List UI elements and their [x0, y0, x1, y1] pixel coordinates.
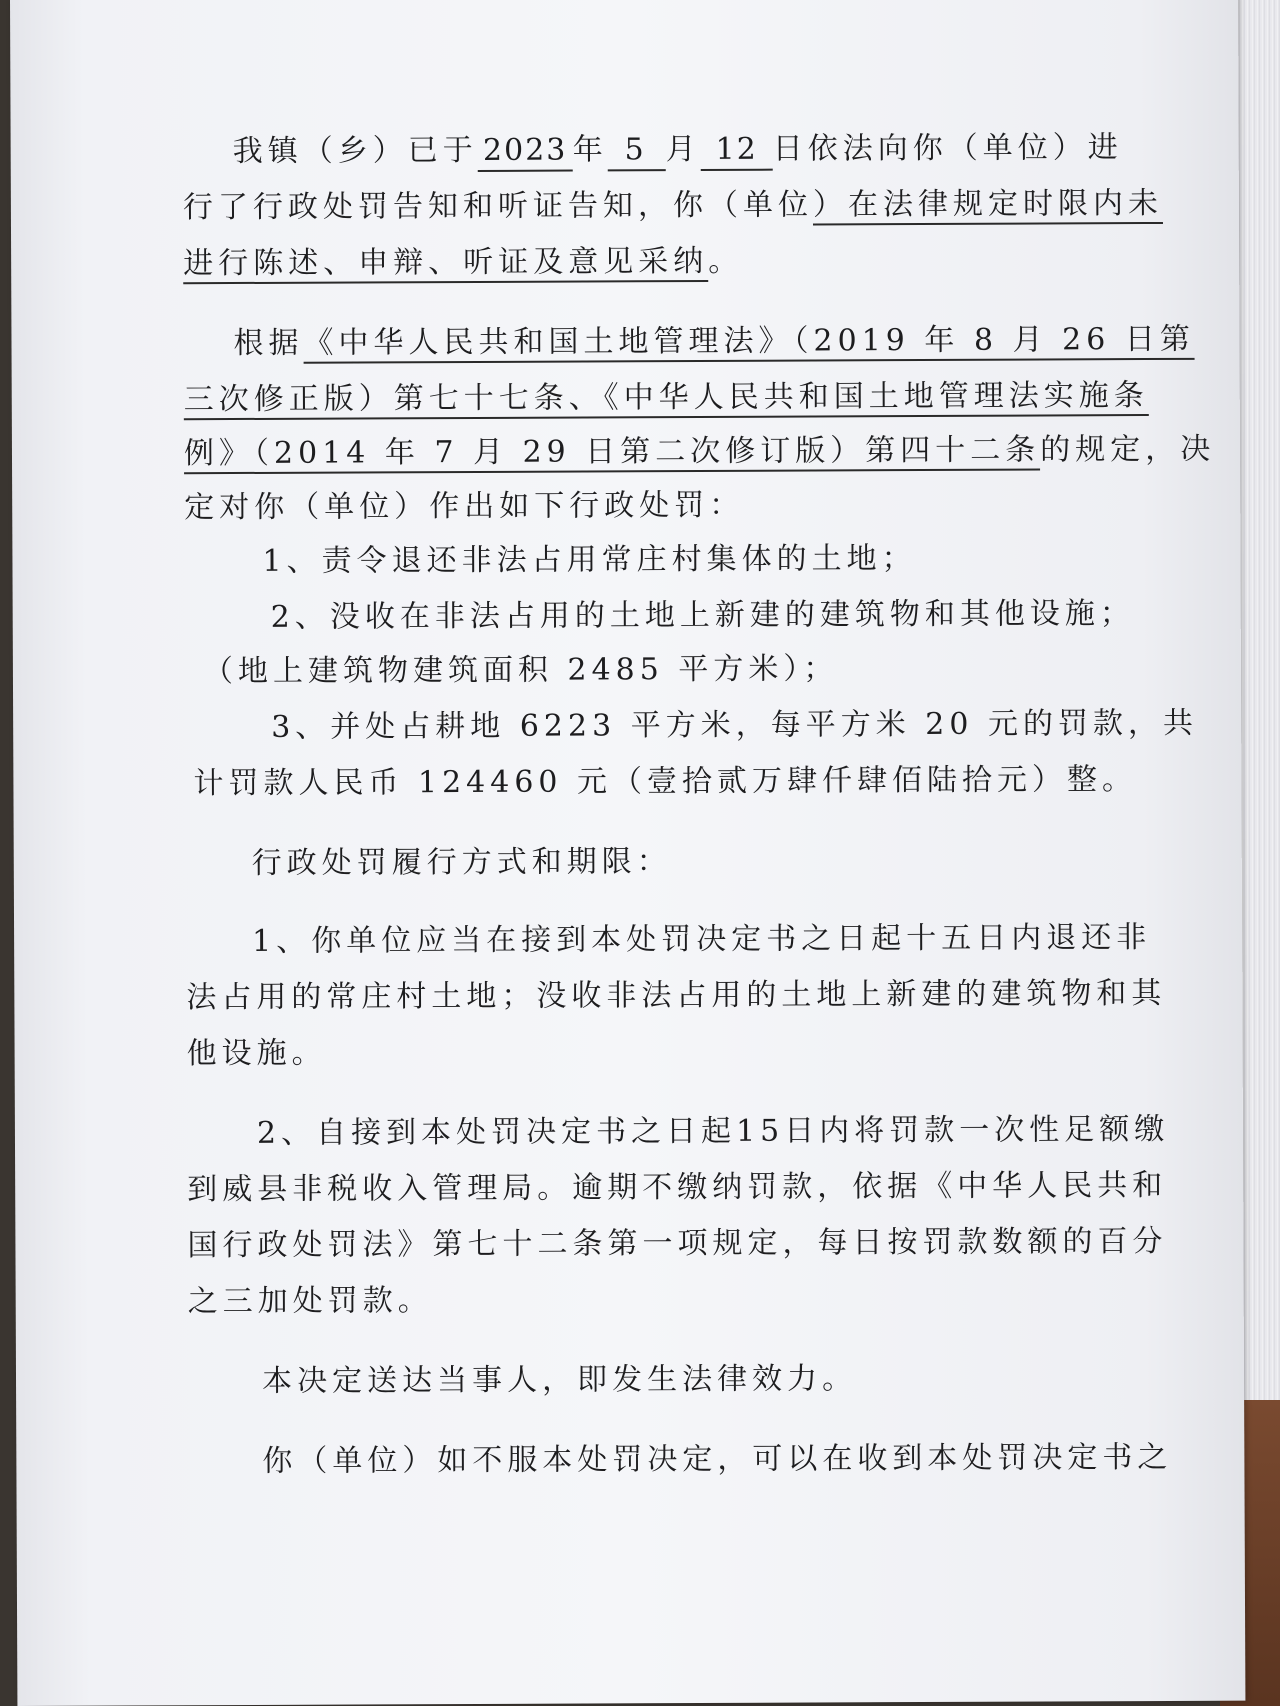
p1-underlined: ）在法律规定时限内未 — [813, 186, 1163, 226]
method-2-line-4 — [188, 1282, 433, 1321]
p2-text: 根据 — [233, 325, 304, 362]
p1-line-3 — [183, 243, 743, 283]
method-1-line-2 — [186, 975, 1166, 1017]
date-day: 12 — [701, 131, 773, 171]
date-year: 2023 — [478, 132, 573, 172]
method-1-line-1 — [252, 919, 1151, 961]
p1-line-1 — [233, 129, 1123, 171]
p1-end: 。 — [708, 243, 744, 279]
appeal-statement — [262, 1439, 1172, 1481]
penalty-item-1-text: 1、责令退还非法占用常庄村集体的土地； — [262, 541, 917, 579]
p1-year-label: 年 — [572, 132, 608, 168]
effect-text: 本决定送达当事人，即发生法律效力。 — [261, 1361, 858, 1399]
method-2-text-3: 国行政处罚法》第七十二条第一项规定，每日按罚款数额的百分 — [187, 1223, 1168, 1264]
method-1-text-1: 1、你单位应当在接到本处罚决定书之日起十五日内退还非 — [252, 920, 1152, 959]
date-month: 5 — [608, 131, 666, 171]
p2-line-3 — [184, 431, 1215, 473]
p2-line-1 — [233, 321, 1194, 363]
penalty-item-3 — [271, 705, 1198, 747]
p1-month-label: 月 — [665, 131, 701, 168]
method-title — [252, 843, 672, 883]
method-title-text: 行政处罚履行方式和期限： — [251, 844, 672, 881]
method-1-line-3 — [187, 1035, 327, 1074]
effect-statement — [262, 1360, 857, 1401]
penalty-item-2 — [271, 595, 1135, 637]
p2-line-4 — [184, 487, 744, 527]
law-citation: 《中华人民共和国土地管理法》（2019 年 8 月 26 日第 — [303, 322, 1194, 364]
penalty-item-1 — [262, 540, 916, 581]
p2-line-2 — [184, 377, 1149, 419]
method-2-line-3 — [187, 1223, 1167, 1265]
method-2-text-2: 到威县非税收入管理局。逾期不缴纳罚款，依据《中华人民共和 — [187, 1167, 1168, 1208]
p2-text-2: 的规定，决 — [1040, 431, 1216, 468]
method-1-text-3: 他设施。 — [186, 1035, 327, 1072]
law-citation-3: 例》（2014 年 7 月 29 日第二次修订版）第四十二条 — [184, 433, 1040, 475]
p1-text: 我镇（乡）已于 — [232, 132, 478, 170]
method-2-text-1: 2、自接到本处罚决定书之日起15日内将罚款一次性足额缴 — [256, 1111, 1170, 1151]
document-page — [10, 0, 1245, 1706]
penalty-item-2-area — [203, 650, 839, 691]
p1-text-2: 日依法向你（单位）进 — [772, 130, 1123, 167]
method-2-line-2 — [187, 1167, 1167, 1209]
penalty-total-text: 计罚款人民币 124460 元（壹拾贰万肆仟肆佰陆拾元）整。 — [193, 762, 1138, 802]
method-1-text-2: 法占用的常庄村土地；没收非法占用的土地上新建的建筑物和其 — [186, 975, 1167, 1016]
p1-line-2 — [183, 185, 1163, 227]
method-2-text-4: 之三加处罚款。 — [187, 1283, 433, 1320]
appeal-text: 你（单位）如不服本处罚决定，可以在收到本处罚决定书之 — [262, 1439, 1173, 1479]
p1-text-3: 行了行政处罚告知和听证告知，你（单位 — [182, 187, 813, 226]
method-2-line-1 — [257, 1111, 1169, 1153]
penalty-item-2-text: 2、没收在非法占用的土地上新建的建筑物和其他设施； — [270, 596, 1135, 635]
p1-underlined-2: 进行陈述、申辩、听证及意见采纳 — [183, 244, 708, 284]
penalty-item-3-total — [193, 761, 1137, 803]
penalty-item-3-text: 3、并处占耕地 6223 平方米，每平方米 20 元的罚款，共 — [271, 705, 1199, 745]
p2-text-3: 定对你（单位）作出如下行政处罚： — [184, 487, 745, 526]
law-citation-2: 三次修正版）第七十七条、《中华人民共和国土地管理法实施条 — [184, 378, 1149, 420]
penalty-item-2-area-text: （地上建筑物建筑面积 2485 平方米）； — [202, 651, 839, 690]
